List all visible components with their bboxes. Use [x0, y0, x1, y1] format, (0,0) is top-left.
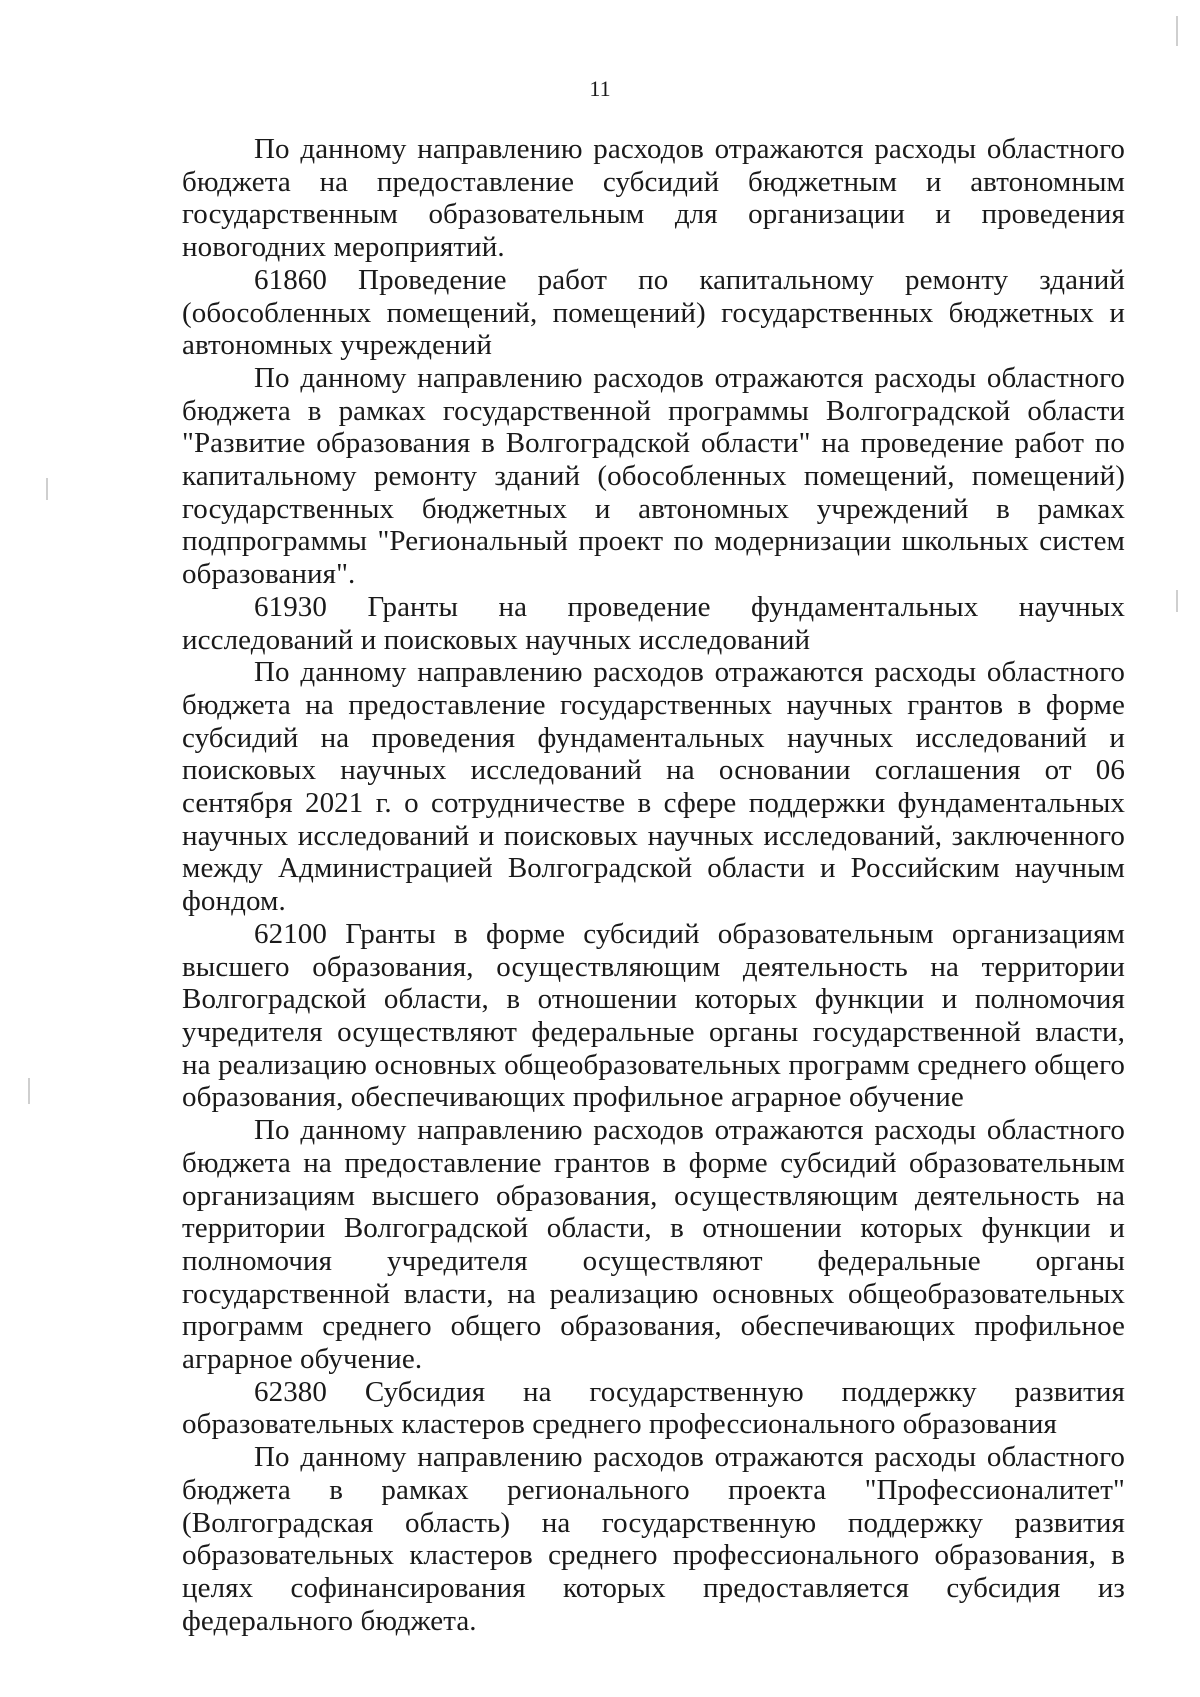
heading-61930-research-grants: 61930 Гранты на проведение фундаментальных научных исследований и поисковых научных исследований [182, 590, 1125, 656]
page-number: 11 [589, 76, 611, 101]
document-body [182, 133, 1125, 1637]
paragraph-62100-description: По данному направлению расходов отражаются расходы областного бюджета на предоставление грантов в форме субсидий образовательным организациям высшего образования, осуществляющим деятельность на территории Волгоградской области, в отношении которых функции и полномочия учредителя осуществляют федеральные органы государственной власти, на реализацию основных общеобразовательных программ среднего общего образования, обеспечивающих профильное аграрное обучение. [182, 1114, 1125, 1376]
paragraph-expenses-new-year-events: По данному направлению расходов отражаются расходы областного бюджета на предоставление субсидий бюджетным и автономным государственным образовательным для организации и проведения новогодних мероприятий. [182, 133, 1125, 264]
heading-61860-capital-repair: 61860 Проведение работ по капитальному ремонту зданий (обособленных помещений, помещений) государственных бюджетных и автономных учреждений [182, 263, 1125, 362]
scan-edge-mark [46, 478, 48, 500]
paragraph-62380-description: По данному направлению расходов отражаются расходы областного бюджета в рамках регионального проекта "Профессионалитет" (Волгоградская область) на государственную поддержку развития образовательных кластеров среднего профессионального образования, в целях софинансирования которых предоставляется субсидия из федерального бюджета. [182, 1441, 1125, 1637]
scan-edge-mark [1176, 16, 1178, 46]
paragraph-61930-description: По данному направлению расходов отражаются расходы областного бюджета на предоставление государственных научных грантов в форме субсидий на проведения фундаментальных научных исследований и поисковых научных исследований на основании соглашения от 06 сентября 2021 г. о сотрудничестве в сфере поддержки фундаментальных научных исследований и поисковых научных исследований, заключенного между Администрацией Волгоградской области и Российским научным фондом. [182, 656, 1125, 918]
scan-edge-mark [28, 1078, 30, 1104]
heading-62100-grants-higher-education: 62100 Гранты в форме субсидий образовательным организациям высшего образования, осуществляющим деятельность на территории Волгоградской области, в отношении которых функции и полномочия учредителя осуществляют федеральные органы государственной власти, на реализацию основных общеобразовательных программ среднего общего образования, обеспечивающих профильное аграрное обучение [182, 917, 1125, 1114]
paragraph-61860-description: По данному направлению расходов отражаются расходы областного бюджета в рамках государственной программы Волгоградской области "Развитие образования в Волгоградской области" на проведение работ по капитальному ремонту зданий (обособленных помещений, помещений) государственных бюджетных и автономных учреждений в рамках подпрограммы "Региональный проект по модернизации школьных систем образования". [182, 361, 1125, 591]
heading-62380-clusters-subsidy: 62380 Субсидия на государственную поддержку развития образовательных кластеров среднего профессионального образования [182, 1375, 1125, 1441]
scan-edge-mark [1176, 590, 1178, 612]
